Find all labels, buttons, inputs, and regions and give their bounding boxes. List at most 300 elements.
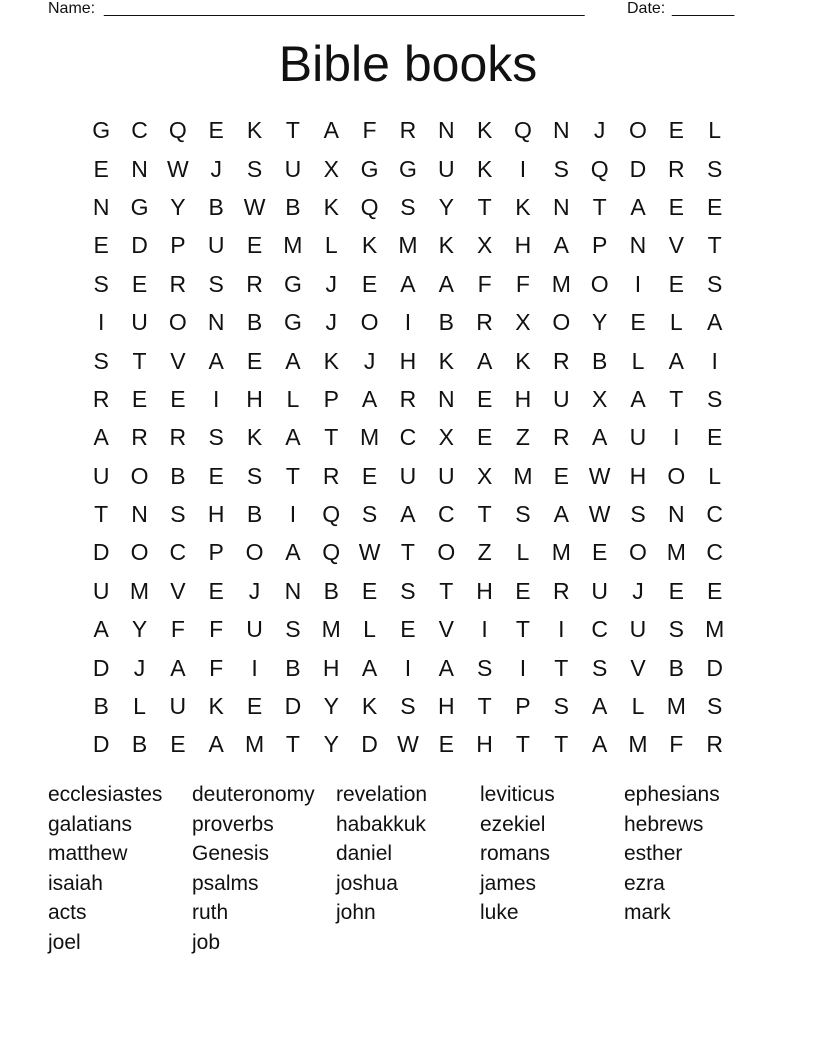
grid-letter[interactable]: E — [131, 270, 148, 297]
grid-letter[interactable]: A — [476, 347, 493, 374]
grid-letter[interactable]: B — [668, 654, 684, 681]
grid-letter[interactable]: A — [438, 270, 454, 297]
grid-letter[interactable]: L — [516, 539, 530, 566]
grid-letter[interactable]: N — [668, 501, 685, 528]
grid-letter[interactable]: K — [361, 693, 378, 720]
grid-letter[interactable]: Y — [438, 193, 454, 220]
grid-letter[interactable]: S — [400, 577, 416, 604]
grid-letter[interactable]: J — [133, 654, 146, 681]
grid-letter[interactable]: J — [325, 270, 337, 297]
grid-letter[interactable]: A — [208, 347, 224, 374]
grid-letter[interactable]: E — [553, 462, 569, 489]
grid-letter[interactable]: S — [630, 501, 646, 528]
grid-letter[interactable]: O — [437, 539, 456, 566]
grid-letter[interactable]: Y — [323, 731, 339, 758]
grid-letter[interactable]: L — [708, 462, 722, 489]
grid-letter[interactable]: B — [93, 693, 109, 720]
grid-letter[interactable]: O — [360, 309, 379, 336]
grid-letter[interactable]: G — [283, 270, 302, 297]
grid-letter[interactable]: K — [361, 232, 378, 259]
grid-letter[interactable]: H — [437, 693, 455, 720]
grid-letter[interactable]: A — [438, 654, 454, 681]
grid-letter[interactable]: V — [438, 616, 454, 643]
grid-letter[interactable]: N — [284, 577, 302, 604]
grid-letter[interactable]: L — [631, 347, 645, 374]
grid-letter[interactable]: A — [93, 616, 109, 643]
grid-letter[interactable]: U — [92, 462, 110, 489]
grid-letter[interactable]: E — [170, 731, 186, 758]
grid-letter[interactable]: T — [132, 347, 147, 374]
grid-letter[interactable]: U — [246, 616, 263, 643]
grid-letter[interactable]: E — [476, 385, 493, 412]
grid-letter[interactable]: E — [707, 577, 723, 604]
grid-letter[interactable]: O — [245, 539, 264, 566]
grid-letter[interactable]: F — [477, 270, 492, 297]
grid-letter[interactable]: E — [668, 193, 684, 220]
grid-letter[interactable]: A — [285, 539, 301, 566]
grid-letter[interactable]: V — [668, 232, 684, 259]
grid-letter[interactable]: W — [588, 462, 611, 489]
grid-letter[interactable]: E — [170, 385, 186, 412]
grid-letter[interactable]: C — [131, 117, 148, 144]
grid-letter[interactable]: E — [630, 309, 646, 336]
grid-letter[interactable]: A — [170, 654, 186, 681]
grid-letter[interactable]: S — [361, 501, 378, 528]
grid-letter[interactable]: U — [629, 424, 647, 451]
grid-letter[interactable]: N — [131, 155, 148, 182]
grid-letter[interactable]: S — [170, 501, 186, 528]
grid-letter[interactable]: B — [285, 654, 301, 681]
grid-letter[interactable]: E — [400, 616, 416, 643]
grid-letter[interactable]: G — [92, 117, 111, 144]
grid-letter[interactable]: S — [476, 654, 493, 681]
grid-letter[interactable]: C — [706, 501, 723, 528]
grid-letter[interactable]: S — [707, 155, 723, 182]
grid-letter[interactable]: G — [283, 309, 302, 336]
grid-letter[interactable]: L — [286, 385, 300, 412]
grid-letter[interactable]: R — [552, 577, 570, 604]
grid-letter[interactable]: V — [170, 577, 186, 604]
grid-letter[interactable]: R — [322, 462, 340, 489]
grid-letter[interactable]: J — [325, 309, 337, 336]
grid-letter[interactable]: X — [323, 155, 339, 182]
grid-letter[interactable]: B — [170, 462, 186, 489]
grid-letter[interactable]: Z — [477, 539, 492, 566]
grid-letter[interactable]: S — [400, 193, 416, 220]
grid-letter[interactable]: R — [552, 347, 570, 374]
grid-letter[interactable]: A — [707, 309, 723, 336]
grid-letter[interactable]: A — [93, 424, 109, 451]
grid-letter[interactable]: L — [669, 309, 683, 336]
grid-letter[interactable]: K — [323, 193, 339, 220]
grid-letter[interactable]: M — [283, 232, 303, 259]
grid-letter[interactable]: R — [169, 270, 187, 297]
grid-letter[interactable]: B — [323, 577, 339, 604]
grid-letter[interactable]: F — [209, 616, 224, 643]
grid-letter[interactable]: C — [591, 616, 608, 643]
grid-letter[interactable]: Q — [322, 539, 341, 566]
grid-letter[interactable]: U — [92, 577, 110, 604]
grid-letter[interactable]: D — [706, 654, 723, 681]
grid-letter[interactable]: R — [668, 155, 685, 182]
grid-letter[interactable]: S — [515, 501, 531, 528]
grid-letter[interactable]: B — [246, 501, 263, 528]
grid-letter[interactable]: A — [591, 731, 608, 758]
grid-letter[interactable]: E — [246, 693, 263, 720]
grid-letter[interactable]: T — [477, 693, 492, 720]
grid-letter[interactable]: B — [438, 309, 454, 336]
grid-letter[interactable]: A — [400, 501, 416, 528]
grid-letter[interactable]: V — [630, 654, 646, 681]
grid-letter[interactable]: A — [285, 347, 301, 374]
grid-letter[interactable]: A — [361, 654, 378, 681]
grid-letter[interactable]: D — [131, 232, 148, 259]
grid-letter[interactable]: K — [438, 232, 454, 259]
grid-letter[interactable]: T — [515, 616, 530, 643]
grid-letter[interactable]: O — [590, 270, 609, 297]
grid-letter[interactable]: E — [246, 347, 263, 374]
grid-letter[interactable]: I — [519, 654, 527, 681]
grid-letter[interactable]: E — [361, 270, 378, 297]
grid-letter[interactable]: K — [246, 424, 263, 451]
grid-letter[interactable]: N — [131, 501, 148, 528]
grid-letter[interactable]: I — [519, 155, 527, 182]
grid-letter[interactable]: Y — [131, 616, 148, 643]
grid-letter[interactable]: U — [629, 616, 647, 643]
grid-letter[interactable]: E — [668, 270, 684, 297]
grid-letter[interactable]: E — [438, 731, 454, 758]
grid-letter[interactable]: M — [321, 616, 341, 643]
grid-letter[interactable]: K — [438, 347, 454, 374]
grid-letter[interactable]: N — [552, 193, 570, 220]
grid-letter[interactable]: K — [246, 117, 263, 144]
grid-letter[interactable]: S — [707, 693, 723, 720]
grid-letter[interactable]: S — [208, 424, 224, 451]
word-list-item: daniel — [336, 842, 393, 866]
grid-row — [82, 226, 734, 264]
grid-letter[interactable]: J — [248, 577, 261, 604]
grid-letter[interactable]: F — [170, 616, 185, 643]
grid-letter[interactable]: S — [553, 155, 569, 182]
grid-letter[interactable]: C — [399, 424, 417, 451]
grid-letter[interactable]: X — [476, 232, 493, 259]
grid-letter[interactable]: H — [207, 501, 225, 528]
grid-letter[interactable]: G — [398, 155, 417, 182]
grid-letter[interactable]: E — [668, 117, 684, 144]
grid-letter[interactable]: O — [552, 309, 571, 336]
grid-letter[interactable]: I — [97, 309, 105, 336]
grid-letter[interactable]: T — [554, 654, 569, 681]
grid-letter[interactable]: N — [552, 117, 570, 144]
grid-letter[interactable]: C — [169, 539, 187, 566]
grid-letter[interactable]: B — [208, 193, 224, 220]
grid-letter[interactable]: Z — [515, 424, 530, 451]
grid-letter[interactable]: H — [476, 577, 493, 604]
grid-letter[interactable]: F — [669, 731, 684, 758]
grid-letter[interactable]: S — [707, 270, 723, 297]
grid-letter[interactable]: S — [400, 693, 416, 720]
grid-letter[interactable]: Q — [514, 117, 532, 144]
grid-letter[interactable]: A — [323, 117, 339, 144]
grid-letter[interactable]: T — [515, 731, 530, 758]
grid-letter[interactable]: U — [552, 385, 570, 412]
grid-letter[interactable]: U — [207, 232, 225, 259]
grid-letter[interactable]: G — [130, 193, 149, 220]
grid-letter[interactable]: M — [666, 693, 686, 720]
grid-letter[interactable]: U — [284, 155, 302, 182]
grid-letter[interactable]: K — [323, 347, 339, 374]
grid-letter[interactable]: P — [515, 693, 531, 720]
grid-letter[interactable]: A — [668, 347, 684, 374]
grid-letter[interactable]: E — [707, 424, 723, 451]
word-list-item: ezekiel — [480, 812, 546, 836]
grid-letter[interactable]: Q — [360, 193, 379, 220]
grid-letter[interactable]: O — [629, 539, 647, 566]
grid-letter[interactable]: L — [631, 693, 645, 720]
grid-letter[interactable]: W — [397, 731, 419, 758]
grid-letter[interactable]: G — [360, 155, 379, 182]
grid-letter[interactable]: S — [93, 347, 109, 374]
grid-letter[interactable]: N — [437, 117, 455, 144]
grid-letter[interactable]: T — [285, 462, 300, 489]
grid-letter[interactable]: I — [289, 501, 297, 528]
grid-letter[interactable]: U — [169, 693, 187, 720]
grid-letter[interactable]: W — [588, 501, 611, 528]
grid-letter[interactable]: S — [668, 616, 684, 643]
grid-letter[interactable]: L — [708, 117, 722, 144]
grid-letter[interactable]: X — [438, 424, 454, 451]
grid-letter[interactable]: T — [285, 117, 300, 144]
grid-letter[interactable]: R — [399, 117, 417, 144]
grid-letter[interactable]: F — [515, 270, 530, 297]
grid-letter[interactable]: S — [246, 155, 263, 182]
grid-letter[interactable]: H — [514, 385, 532, 412]
grid-letter[interactable]: F — [362, 117, 377, 144]
grid-letter[interactable]: K — [208, 693, 224, 720]
grid-letter[interactable]: L — [363, 616, 376, 643]
grid-letter[interactable]: Q — [590, 155, 609, 182]
grid-letter[interactable]: A — [361, 385, 378, 412]
grid-letter[interactable]: H — [629, 462, 647, 489]
grid-letter[interactable]: K — [515, 347, 531, 374]
grid-letter[interactable]: E — [131, 385, 148, 412]
grid-letter[interactable]: J — [363, 347, 376, 374]
grid-letter[interactable]: O — [629, 117, 647, 144]
grid-letter[interactable]: E — [668, 577, 684, 604]
grid-letter[interactable]: D — [92, 731, 110, 758]
grid-letter[interactable]: T — [439, 577, 454, 604]
grid-letter[interactable]: E — [361, 462, 378, 489]
grid-letter[interactable]: I — [711, 347, 718, 374]
grid-letter[interactable]: B — [591, 347, 608, 374]
grid-letter[interactable]: E — [208, 462, 224, 489]
grid-letter[interactable]: P — [323, 385, 339, 412]
grid-letter[interactable]: E — [591, 539, 608, 566]
grid-letter[interactable]: N — [437, 385, 455, 412]
grid-row — [82, 457, 734, 495]
grid-letter[interactable]: S — [707, 385, 723, 412]
grid-letter[interactable]: Q — [168, 117, 187, 144]
grid-letter[interactable]: J — [210, 155, 222, 182]
grid-letter[interactable]: J — [593, 117, 606, 144]
grid-letter[interactable]: R — [552, 424, 570, 451]
grid-letter[interactable]: U — [399, 462, 417, 489]
grid-letter[interactable]: E — [515, 577, 531, 604]
grid-letter[interactable]: T — [400, 539, 415, 566]
name-field-line[interactable]: ______________________________________________________ — [104, 0, 585, 17]
grid-letter[interactable]: X — [476, 462, 493, 489]
grid-letter[interactable]: E — [476, 424, 493, 451]
grid-letter[interactable]: T — [707, 232, 722, 259]
grid-letter[interactable]: I — [558, 616, 565, 643]
grid-letter[interactable]: E — [93, 232, 109, 259]
grid-letter[interactable]: K — [476, 117, 493, 144]
grid-letter[interactable]: R — [169, 424, 187, 451]
grid-letter[interactable]: X — [515, 309, 531, 336]
grid-letter[interactable]: I — [404, 309, 412, 336]
grid-letter[interactable]: M — [513, 462, 533, 489]
grid-letter[interactable]: T — [94, 501, 109, 528]
grid-letter[interactable]: T — [592, 193, 607, 220]
grid-letter[interactable]: M — [705, 616, 725, 643]
grid-letter[interactable]: I — [213, 385, 220, 412]
grid-letter[interactable]: A — [630, 193, 646, 220]
grid-letter[interactable]: B — [131, 731, 148, 758]
grid-letter[interactable]: L — [133, 693, 146, 720]
grid-letter[interactable]: E — [361, 577, 378, 604]
word-list-item: habakkuk — [336, 812, 426, 836]
grid-letter[interactable]: S — [591, 654, 608, 681]
grid-letter[interactable]: Y — [591, 309, 608, 336]
grid-letter[interactable]: A — [630, 385, 646, 412]
grid-letter[interactable]: O — [667, 462, 686, 489]
grid-letter[interactable]: R — [92, 385, 110, 412]
grid-letter[interactable]: H — [399, 347, 417, 374]
grid-letter[interactable]: A — [400, 270, 416, 297]
grid-letter[interactable]: J — [632, 577, 644, 604]
grid-letter[interactable]: T — [477, 501, 492, 528]
grid-letter[interactable]: S — [246, 462, 263, 489]
word-list-item: esther — [624, 842, 683, 866]
grid-letter[interactable]: R — [399, 385, 417, 412]
grid-letter[interactable]: I — [251, 654, 258, 681]
grid-letter[interactable]: Y — [323, 693, 339, 720]
grid-letter[interactable]: S — [93, 270, 109, 297]
grid-letter[interactable]: T — [285, 731, 300, 758]
grid-letter[interactable]: M — [244, 731, 265, 758]
grid-letter[interactable]: M — [398, 232, 418, 259]
grid-letter[interactable]: M — [551, 270, 571, 297]
grid-letter[interactable]: M — [666, 539, 686, 566]
grid-letter[interactable]: E — [208, 117, 224, 144]
grid-letter[interactable]: M — [359, 424, 380, 451]
grid-letter[interactable]: H — [246, 385, 263, 412]
date-field-line[interactable]: _______ — [672, 0, 735, 17]
grid-letter[interactable]: A — [208, 731, 224, 758]
grid-letter[interactable]: H — [322, 654, 340, 681]
grid-letter[interactable]: T — [477, 193, 492, 220]
grid-letter[interactable]: F — [209, 654, 224, 681]
grid-letter[interactable]: M — [628, 731, 648, 758]
grid-letter[interactable]: R — [476, 309, 493, 336]
grid-letter[interactable]: O — [130, 462, 149, 489]
grid-letter[interactable]: B — [246, 309, 263, 336]
grid-letter[interactable]: A — [553, 232, 569, 259]
grid-letter[interactable]: H — [514, 232, 532, 259]
grid-letter[interactable]: C — [706, 539, 723, 566]
grid-letter[interactable]: S — [553, 693, 569, 720]
grid-letter[interactable]: I — [634, 270, 642, 297]
grid-letter[interactable]: Q — [322, 501, 341, 528]
grid-letter[interactable]: E — [93, 155, 109, 182]
grid-letter[interactable]: T — [324, 424, 339, 451]
grid-letter[interactable]: P — [170, 232, 186, 259]
grid-letter[interactable]: E — [707, 193, 723, 220]
grid-letter[interactable]: E — [246, 232, 263, 259]
grid-letter[interactable]: N — [92, 193, 110, 220]
grid-letter[interactable]: L — [324, 232, 338, 259]
grid-letter[interactable]: R — [246, 270, 263, 297]
grid-letter[interactable]: V — [170, 347, 186, 374]
grid-letter[interactable]: K — [476, 155, 493, 182]
grid-letter[interactable]: R — [706, 731, 723, 758]
grid-letter[interactable]: D — [361, 731, 378, 758]
grid-letter[interactable]: W — [358, 539, 381, 566]
grid-letter[interactable]: T — [669, 385, 684, 412]
grid-letter[interactable]: P — [208, 539, 224, 566]
grid-letter[interactable]: M — [129, 577, 150, 604]
grid-letter[interactable]: C — [437, 501, 455, 528]
grid-letter[interactable]: I — [673, 424, 680, 451]
grid-letter[interactable]: W — [243, 193, 266, 220]
grid-letter[interactable]: D — [92, 654, 110, 681]
grid-letter[interactable]: K — [515, 193, 531, 220]
grid-letter[interactable]: W — [167, 155, 189, 182]
grid-letter[interactable]: M — [551, 539, 571, 566]
grid-letter[interactable]: X — [591, 385, 608, 412]
grid-letter[interactable]: B — [285, 193, 301, 220]
grid-letter[interactable]: D — [629, 155, 647, 182]
grid-row — [82, 648, 734, 686]
grid-letter[interactable]: T — [554, 731, 569, 758]
grid-letter[interactable]: U — [437, 462, 455, 489]
grid-letter[interactable]: H — [476, 731, 493, 758]
grid-letter[interactable]: A — [591, 693, 608, 720]
grid-letter[interactable]: D — [92, 539, 110, 566]
grid-letter[interactable]: S — [285, 616, 301, 643]
grid-letter[interactable]: E — [208, 577, 224, 604]
grid-letter[interactable]: D — [284, 693, 302, 720]
grid-letter[interactable]: S — [208, 270, 224, 297]
grid-row — [82, 495, 734, 533]
grid-letter[interactable]: I — [404, 654, 412, 681]
grid-letter[interactable]: N — [629, 232, 647, 259]
grid-letter[interactable]: O — [130, 539, 149, 566]
grid-letter[interactable]: U — [591, 577, 608, 604]
grid-letter[interactable]: P — [591, 232, 608, 259]
grid-letter[interactable]: U — [437, 155, 455, 182]
grid-letter[interactable]: N — [207, 309, 225, 336]
grid-letter[interactable]: A — [285, 424, 301, 451]
grid-letter[interactable]: U — [131, 309, 148, 336]
grid-letter[interactable]: A — [553, 501, 569, 528]
grid-letter[interactable]: O — [168, 309, 187, 336]
grid-letter[interactable]: R — [131, 424, 148, 451]
grid-row — [82, 418, 734, 456]
grid-letter[interactable]: A — [591, 424, 608, 451]
grid-letter[interactable]: Y — [170, 193, 186, 220]
grid-letter[interactable]: I — [481, 616, 488, 643]
